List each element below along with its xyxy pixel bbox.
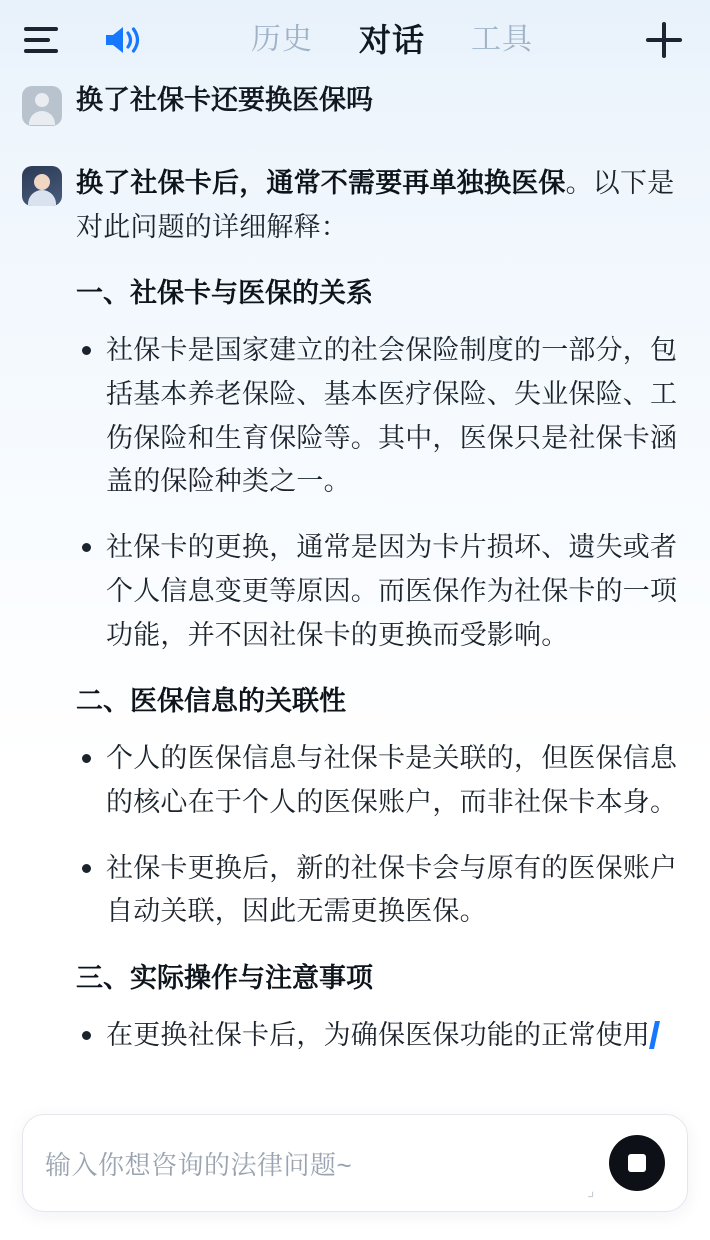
assistant-message-body [76, 160, 688, 1080]
assistant-intro-bold: 换了社保卡后，通常不需要再单独换医保 [76, 168, 566, 198]
tab-chat[interactable]: 对话 [358, 22, 425, 58]
menu-line [24, 49, 58, 53]
search-input[interactable]: 输入你想咨询的法律问题~ [45, 1149, 353, 1180]
assistant-message [22, 160, 688, 1080]
user-message-text: 换了社保卡还要换医保吗 [76, 85, 373, 115]
speaker-on-icon[interactable] [98, 17, 144, 63]
message-composer[interactable] [22, 1114, 688, 1212]
stop-button[interactable] [609, 1135, 665, 1191]
tab-history[interactable]: 历史 [250, 23, 313, 56]
top-bar [0, 0, 710, 80]
avatar [22, 166, 62, 206]
section-heading-3: 三、实际操作与注意事项 [76, 963, 373, 994]
resize-grip-icon[interactable]: ⌟ [587, 1183, 595, 1200]
section-heading-1: 一、社保卡与医保的关系 [76, 278, 373, 309]
plus-icon[interactable] [642, 18, 686, 62]
stop-square-icon [628, 1154, 646, 1172]
user-message-body [76, 80, 373, 118]
tab-bar [152, 24, 632, 56]
tab-tools[interactable]: 工具 [471, 23, 533, 56]
list-item: 社保卡更换后，新的社保卡会与原有的医保账户自动关联，因此无需更换医保。 [76, 847, 688, 934]
avatar [22, 86, 62, 126]
section-heading-2: 二、医保信息的关联性 [76, 686, 346, 717]
hamburger-menu-icon[interactable] [24, 20, 64, 60]
list-item: 个人的医保信息与社保卡是关联的，但医保信息的核心在于个人的医保账户，而非社保卡本身。 [76, 737, 688, 824]
section-bullets-3 [76, 1014, 688, 1058]
assistant-intro-paragraph [76, 162, 688, 249]
list-item: 社保卡是国家建立的社会保险制度的一部分，包括基本养老保险、基本医疗保险、失业保险、工伤保险和生育保险等。其中，医保只是社保卡涵盖的保险种类之一。 [76, 329, 688, 504]
user-message [22, 80, 688, 126]
list-item [76, 1014, 688, 1058]
assistant-intro-rest: 。以下是对此问题的详细解释： [76, 168, 675, 242]
list-item: 社保卡的更换，通常是因为卡片损坏、遗失或者个人信息变更等原因。而医保作为社保卡的一项功能，并不因社保卡的更换而受影响。 [76, 526, 688, 657]
menu-line [24, 38, 50, 42]
conversation-area[interactable] [0, 80, 710, 1090]
section-bullets-1 [76, 329, 688, 657]
menu-line [24, 27, 58, 31]
streaming-text: 在更换社保卡后，为确保医保功能的正常使用 [106, 1019, 650, 1050]
typing-caret-icon [649, 1021, 660, 1049]
section-bullets-2 [76, 737, 688, 934]
